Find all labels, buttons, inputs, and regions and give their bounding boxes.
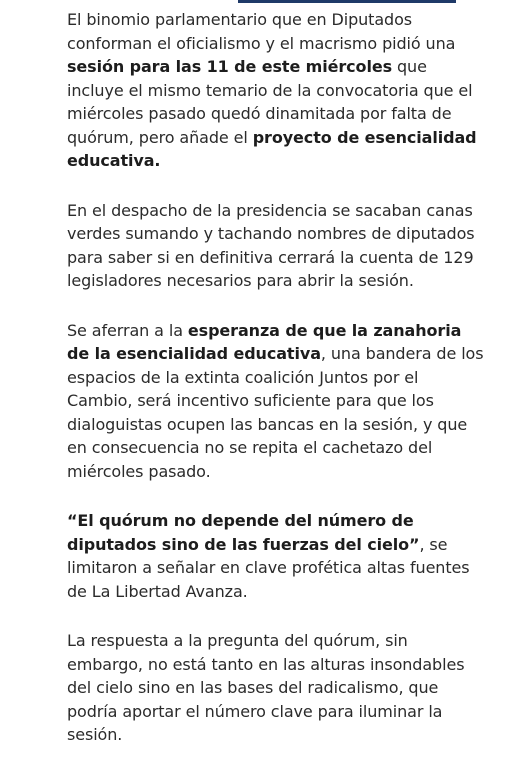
paragraph-3-text-continued: , una bandera de los espacios de la extinta coalición Juntos por el Cambio, será incentivo suficiente para que los dialoguistas ocupen las bancas en la sesión, y que en consecuencia no se repita el cachetazo del miércoles pasado. [67, 344, 484, 481]
paragraph-1 [67, 8, 487, 173]
paragraph-3-bold-hope: esperanza de que la zanahoria de la esencialidad educativa [67, 320, 462, 363]
paragraph-3-text: Se aferran a la [67, 320, 188, 340]
article-body [67, 8, 487, 769]
paragraph-3 [67, 319, 487, 484]
paragraph-1-text: El binomio parlamentario que en Diputados conforman el oficialismo y el macrismo pidió una [67, 10, 456, 53]
paragraph-2 [67, 199, 487, 293]
paragraph-2-text: En el despacho de la presidencia se sacaban canas verdes sumando y tachando nombres de diputados para saber si en definitiva cerrará la cuenta de 129 legisladores necesarios para abrir la sesión. [67, 200, 475, 290]
paragraph-5-text: La respuesta a la pregunta del quórum, sin embargo, no está tanto en las alturas insondables del cielo sino en las bases del radicalismo, que podría aportar el número clave para iluminar la sesión. [67, 631, 465, 744]
paragraph-5 [67, 629, 487, 747]
paragraph-4-bold-quote: “El quórum no depende del número de diputados sino de las fuerzas del cielo” [67, 511, 420, 554]
paragraph-1-bold-session-time: sesión para las 11 de este miércoles [67, 57, 393, 76]
paragraph-4 [67, 509, 487, 603]
paragraph-1-bold-project: proyecto de esencialidad educativa. [67, 127, 477, 170]
top-accent-bar [238, 0, 456, 3]
paragraph-1-text-continued: que incluye el mismo temario de la convocatoria que el miércoles pasado quedó dinamitada por falta de quórum, pero añade el [67, 57, 473, 147]
paragraph-4-text: , se limitaron a señalar en clave profética altas fuentes de La Libertad Avanza. [67, 534, 470, 601]
